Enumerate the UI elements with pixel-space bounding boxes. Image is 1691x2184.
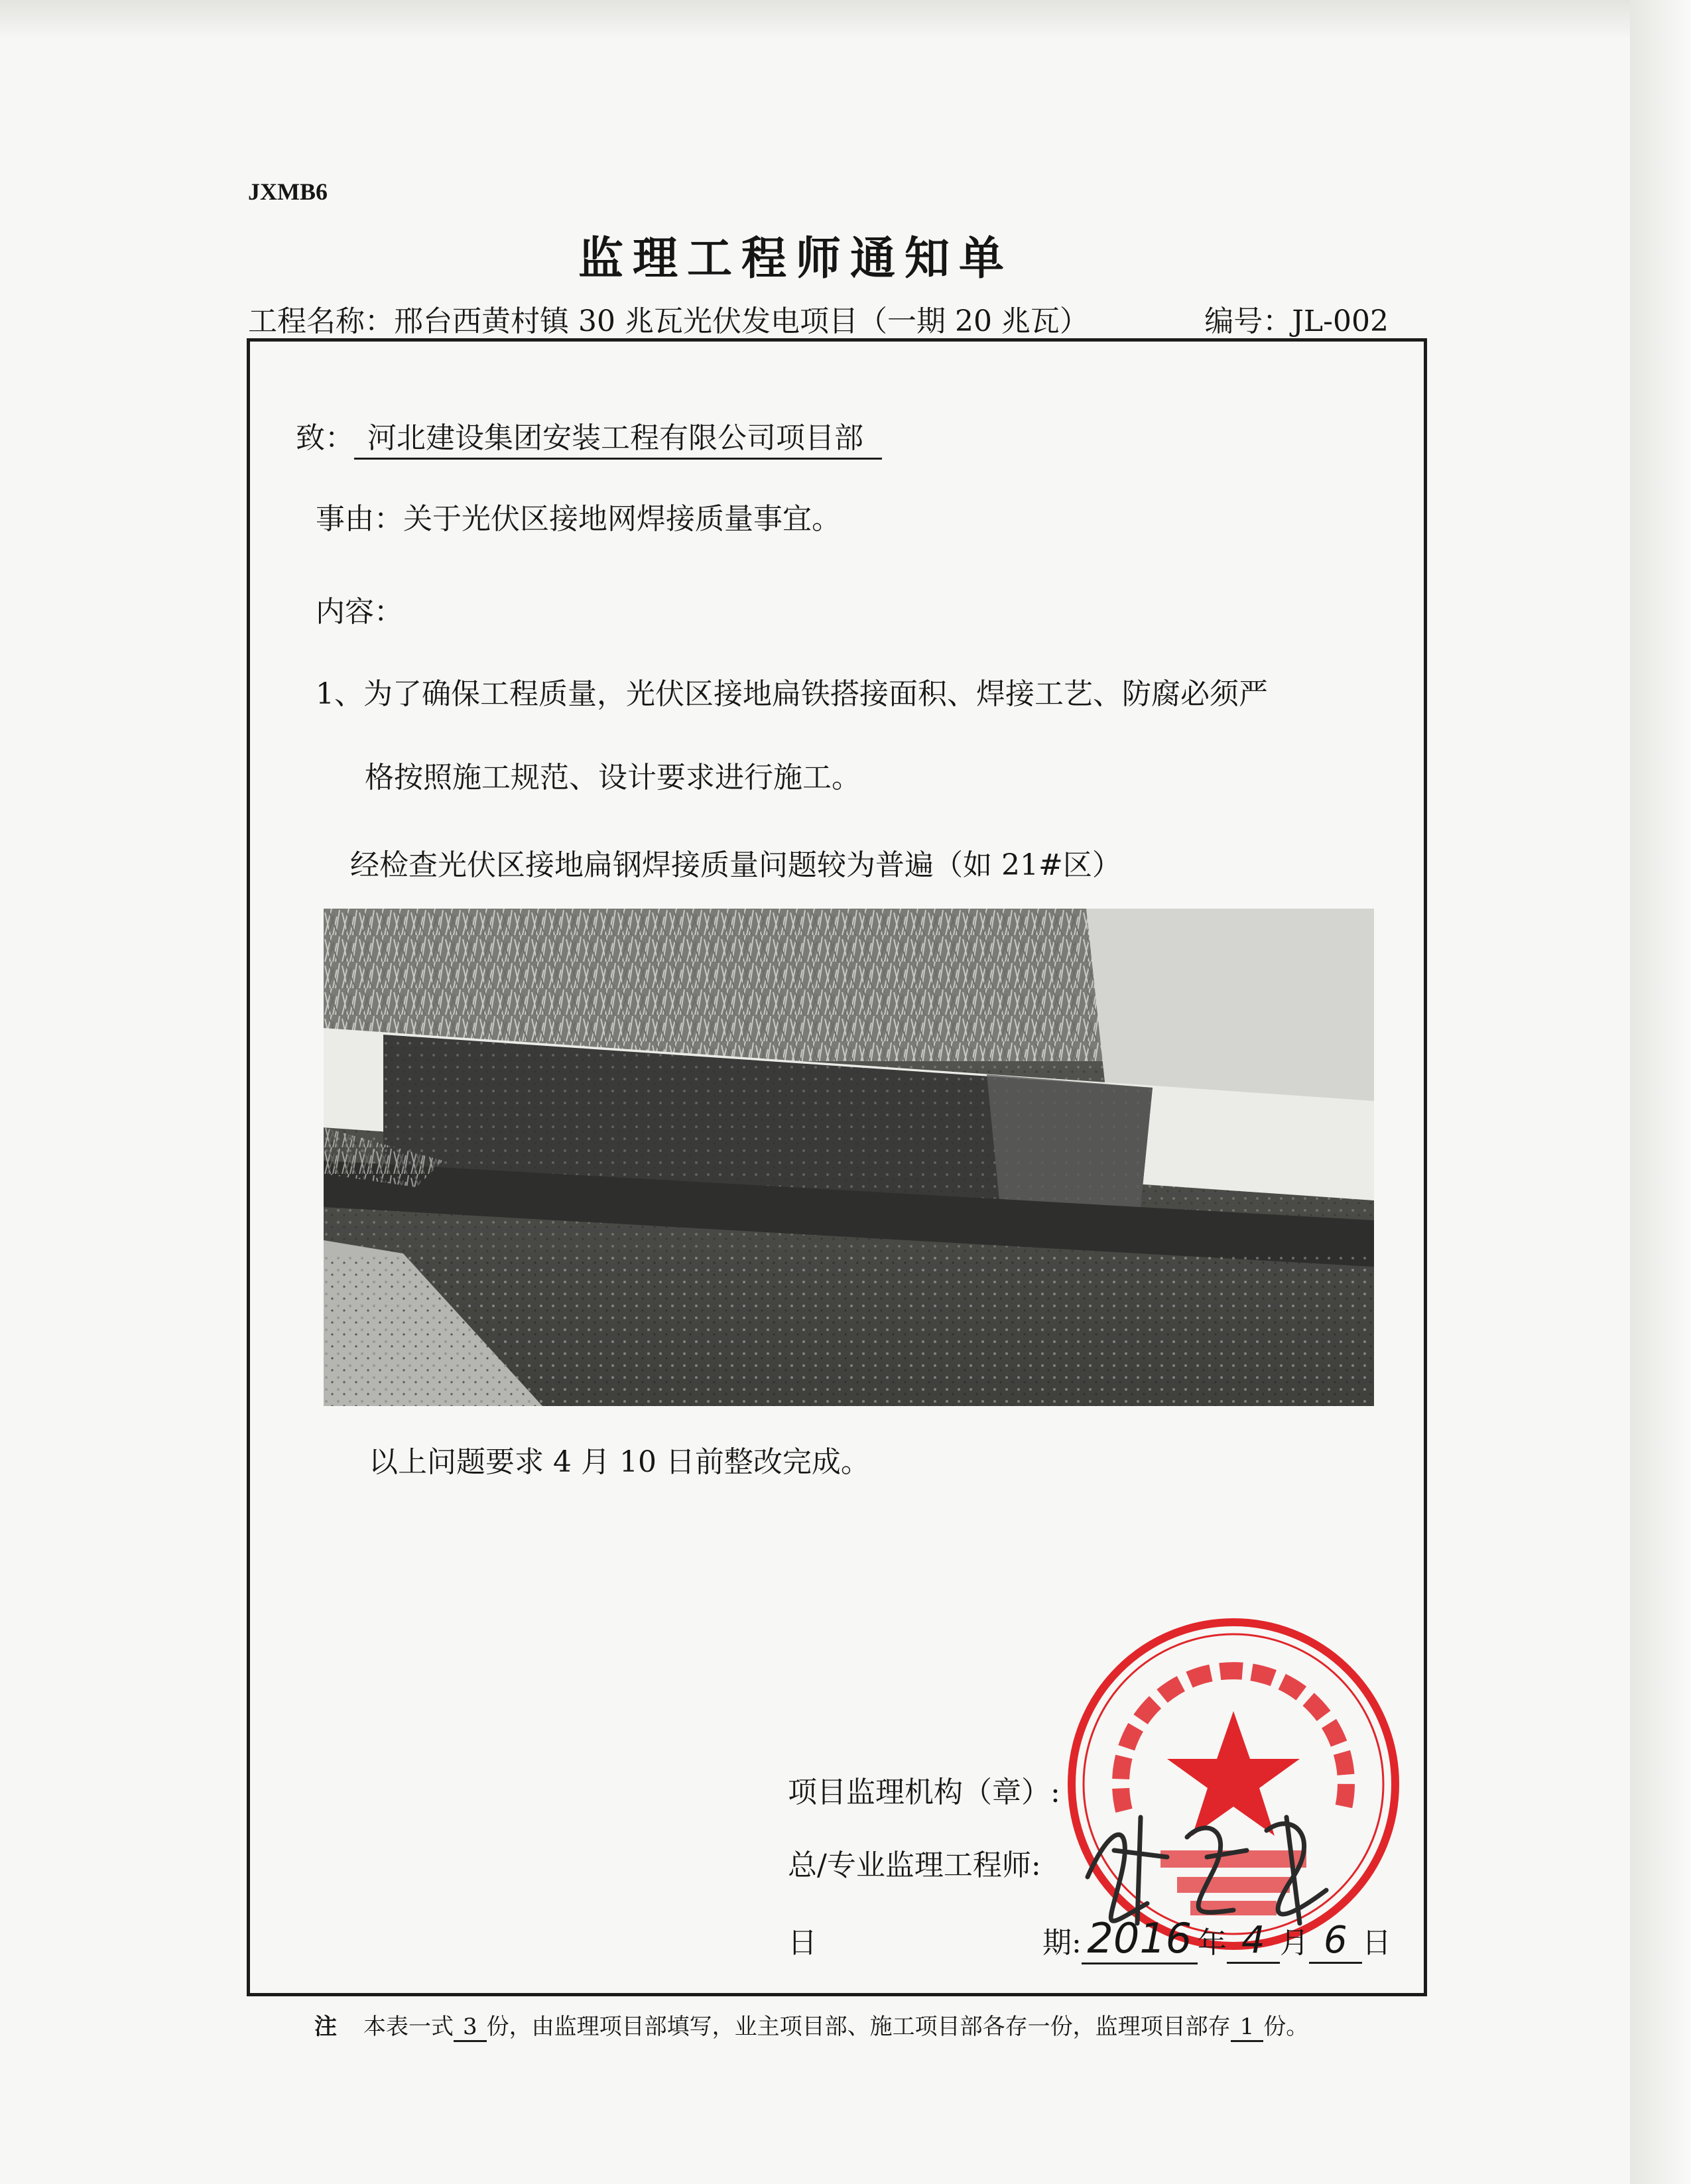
date-row [788,1914,1391,1964]
distribution-footnote [314,2008,1308,2041]
year-suffix: 年 [1197,1926,1227,1960]
document-title: 监理工程师通知单 [578,232,1013,285]
supervision-org-label: 项目监理机构（章）: [788,1775,1060,1809]
item-1-line-1: 1、为了确保工程质量，光伏区接地扁铁搭接面积、焊接工艺、防腐必须严 [316,677,1268,711]
weld-inspection-photo [324,909,1374,1406]
rectification-deadline: 以上问题要求 4 月 10 日前整改完成。 [369,1445,870,1479]
date-day: 6 [1309,1919,1362,1964]
inspection-finding: 经检查光伏区接地扁钢焊接质量问题较为普遍（如 21#区） [350,848,1121,882]
content-label: 内容： [316,595,403,629]
date-month: 4 [1227,1919,1280,1964]
footnote-part-2: 份，由监理项目部填写，业主项目部、施工项目部各存一份，监理项目部存 [486,2014,1231,2040]
footnote-mark: 注 [314,2014,337,2040]
scan-shadow-top [0,0,1691,40]
footnote-part-3: 份。 [1263,2014,1309,2040]
copies-kept: 1 [1231,2014,1264,2042]
day-suffix: 日 [1361,1926,1391,1960]
item-1-line-2: 格按照施工规范、设计要求进行施工。 [365,761,861,795]
date-label-qi: 期: [1042,1926,1082,1960]
scan-shadow-right [1630,0,1691,2184]
addressee-value: 河北建设集团安装工程有限公司项目部 [354,421,882,460]
month-suffix: 月 [1279,1926,1309,1960]
footnote-part-1: 本表一式 [363,2014,454,2040]
addressee-line [296,414,882,456]
date-label-ri: 日 [788,1926,817,1960]
document-number: 编号：JL-002 [1204,304,1389,338]
addressee-label: 致： [296,421,354,455]
project-name: 工程名称：邢台西黄村镇 30 兆瓦光伏发电项目（一期 20 兆瓦） [248,304,1089,338]
project-line [248,297,1389,340]
chief-engineer-label: 总/专业监理工程师: [788,1848,1041,1882]
copies-total: 3 [454,2014,487,2042]
date-year: 2016 [1082,1914,1198,1964]
subject-line: 事由：关于光伏区接地网焊接质量事宜。 [316,502,841,536]
form-code: JXMB6 [248,178,328,205]
